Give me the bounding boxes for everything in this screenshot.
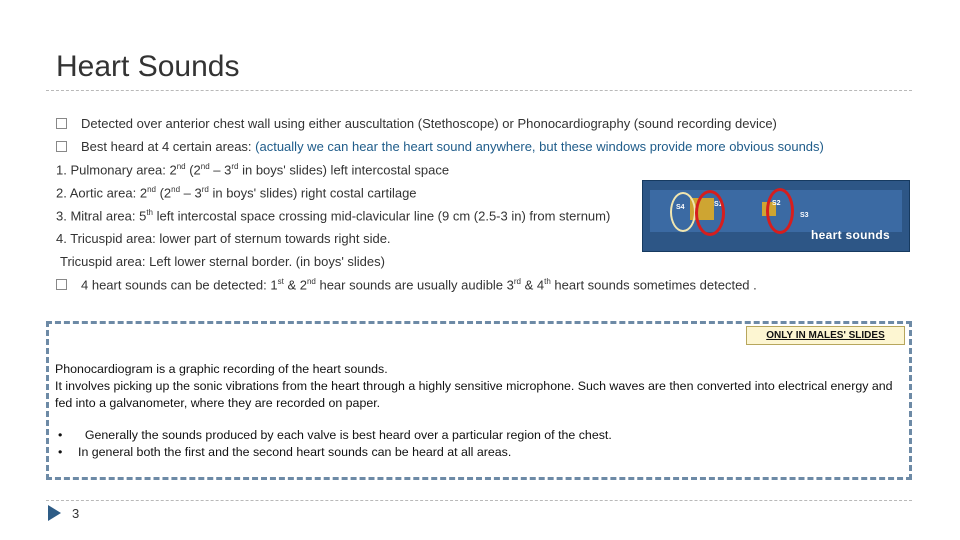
line-four-sounds xyxy=(56,277,757,292)
bullet-box-icon xyxy=(56,279,67,290)
line-tricuspid-boys: Tricuspid area: Left lower sternal border. (in boys' slides) xyxy=(60,254,385,269)
text: (2 xyxy=(155,185,172,201)
line-detected xyxy=(56,116,777,131)
line-text: Best heard at 4 certain areas: xyxy=(81,139,256,154)
label-s2: S2 xyxy=(772,200,781,207)
text: 3. Mitral area: 5 xyxy=(56,208,147,224)
phonocardiogram-paragraph xyxy=(55,361,895,412)
bullet-dot-icon: • xyxy=(58,428,63,442)
label-s4: S4 xyxy=(676,204,685,211)
sup: nd xyxy=(200,162,210,171)
list-item xyxy=(58,427,612,444)
list-item-text: Generally the sounds produced by each valve is best heard over a particular region of the chest. xyxy=(78,428,612,442)
heart-sounds-image xyxy=(642,180,910,252)
s4-highlight-ring xyxy=(670,192,696,232)
text: left intercostal space crossing mid-clavicular line (9 cm (2.5-3 in) from sternum) xyxy=(153,208,611,224)
list-item xyxy=(58,444,612,461)
text: – 3 xyxy=(180,185,202,201)
line-aortic xyxy=(56,185,417,200)
image-caption: heart sounds xyxy=(811,228,890,242)
bullet-list xyxy=(58,427,612,461)
sup: nd xyxy=(176,162,186,171)
text: 2. Aortic area: 2 xyxy=(56,185,148,201)
sup: th xyxy=(544,277,551,286)
text: 1. Pulmonary area: 2 xyxy=(56,162,177,178)
text: heart sounds sometimes detected . xyxy=(550,277,757,293)
sup: st xyxy=(277,277,284,286)
para-line: Phonocardiogram is a graphic recording of the heart sounds. xyxy=(55,362,388,376)
line-tricuspid: 4. Tricuspid area: lower part of sternum towards right side. xyxy=(56,231,391,246)
s1-highlight-ring xyxy=(695,190,725,236)
sup: th xyxy=(146,208,153,217)
page-number: 3 xyxy=(72,506,80,521)
line-pulmonary xyxy=(56,162,449,177)
sup: rd xyxy=(201,185,209,194)
line-mitral xyxy=(56,208,610,223)
bullet-box-icon xyxy=(56,118,67,129)
males-slides-badge: ONLY IN MALES' SLIDES xyxy=(746,326,905,345)
para-line: It involves picking up the sonic vibrations from the heart through a highly sensitive microphone. Such waves are then converted into electrical energy and fed into a galvanometer, where they are recorded on paper. xyxy=(55,379,893,410)
bullet-dot-icon: • xyxy=(58,445,63,459)
label-s3: S3 xyxy=(800,212,809,219)
text: & 2 xyxy=(283,277,307,293)
label-s1: S1 xyxy=(714,201,723,208)
line-note: (actually we can hear the heart sound anywhere, but these windows provide more obvious sounds) xyxy=(255,139,824,154)
sup: rd xyxy=(513,277,522,286)
sup: nd xyxy=(147,185,156,194)
list-item-text: In general both the first and the second heart sounds can be heard at all areas. xyxy=(78,445,512,459)
line-best-heard xyxy=(56,139,824,154)
sup: nd xyxy=(171,185,181,194)
text: in boys' slides) right costal cartilage xyxy=(208,185,417,201)
bullet-box-icon xyxy=(56,141,67,152)
text: 4 heart sounds can be detected: 1 xyxy=(81,277,278,293)
sup: rd xyxy=(231,162,239,171)
text: & 4 xyxy=(521,277,545,293)
slide-title: Heart Sounds xyxy=(56,50,240,83)
footer-divider xyxy=(46,500,912,501)
text: in boys' slides) left intercostal space xyxy=(238,162,450,178)
text: (2 xyxy=(185,162,201,178)
title-divider xyxy=(46,90,912,91)
text: – 3 xyxy=(209,162,232,178)
line-text: Detected over anterior chest wall using either auscultation (Stethoscope) or Phonocardiography (sound recording device) xyxy=(81,116,777,131)
text: hear sounds are usually audible 3 xyxy=(315,277,514,293)
sup: nd xyxy=(306,277,316,286)
s2-highlight-ring xyxy=(766,188,794,234)
slide-arrow-icon xyxy=(48,505,61,521)
